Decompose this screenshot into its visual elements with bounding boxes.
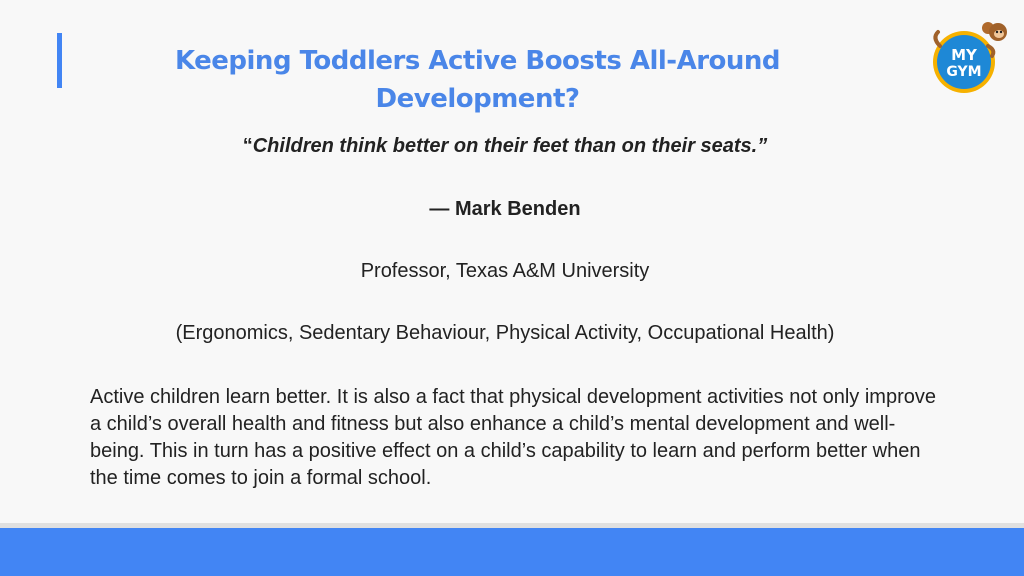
slide-title: Keeping Toddlers Active Boosts All-Around Development?: [174, 46, 781, 114]
quote-open-mark: “: [242, 135, 253, 157]
quote-author: — Mark Benden: [429, 198, 581, 220]
quote-text: Children think better on their feet than on their seats.”: [252, 135, 768, 157]
logo-text-line1: MY: [951, 46, 977, 64]
footer-bar: [0, 528, 1024, 576]
my-gym-logo-icon: [926, 16, 1008, 98]
author-fields: (Ergonomics, Sedentary Behaviour, Physical Activity, Occupational Health): [175, 322, 835, 344]
accent-bar: [57, 33, 62, 88]
logo-text-line2: GYM: [946, 64, 982, 80]
quote: [0, 135, 1010, 158]
author-role: Professor, Texas A&M University: [360, 260, 650, 282]
body-paragraph: Active children learn better. It is also a fact that physical development activities not only improve a child’s overall health and fitness but also enhance a child’s mental development and well-being. This in turn has a positive effect on a child’s capability to learn and perform better when the time comes to join a formal school.: [90, 386, 936, 489]
